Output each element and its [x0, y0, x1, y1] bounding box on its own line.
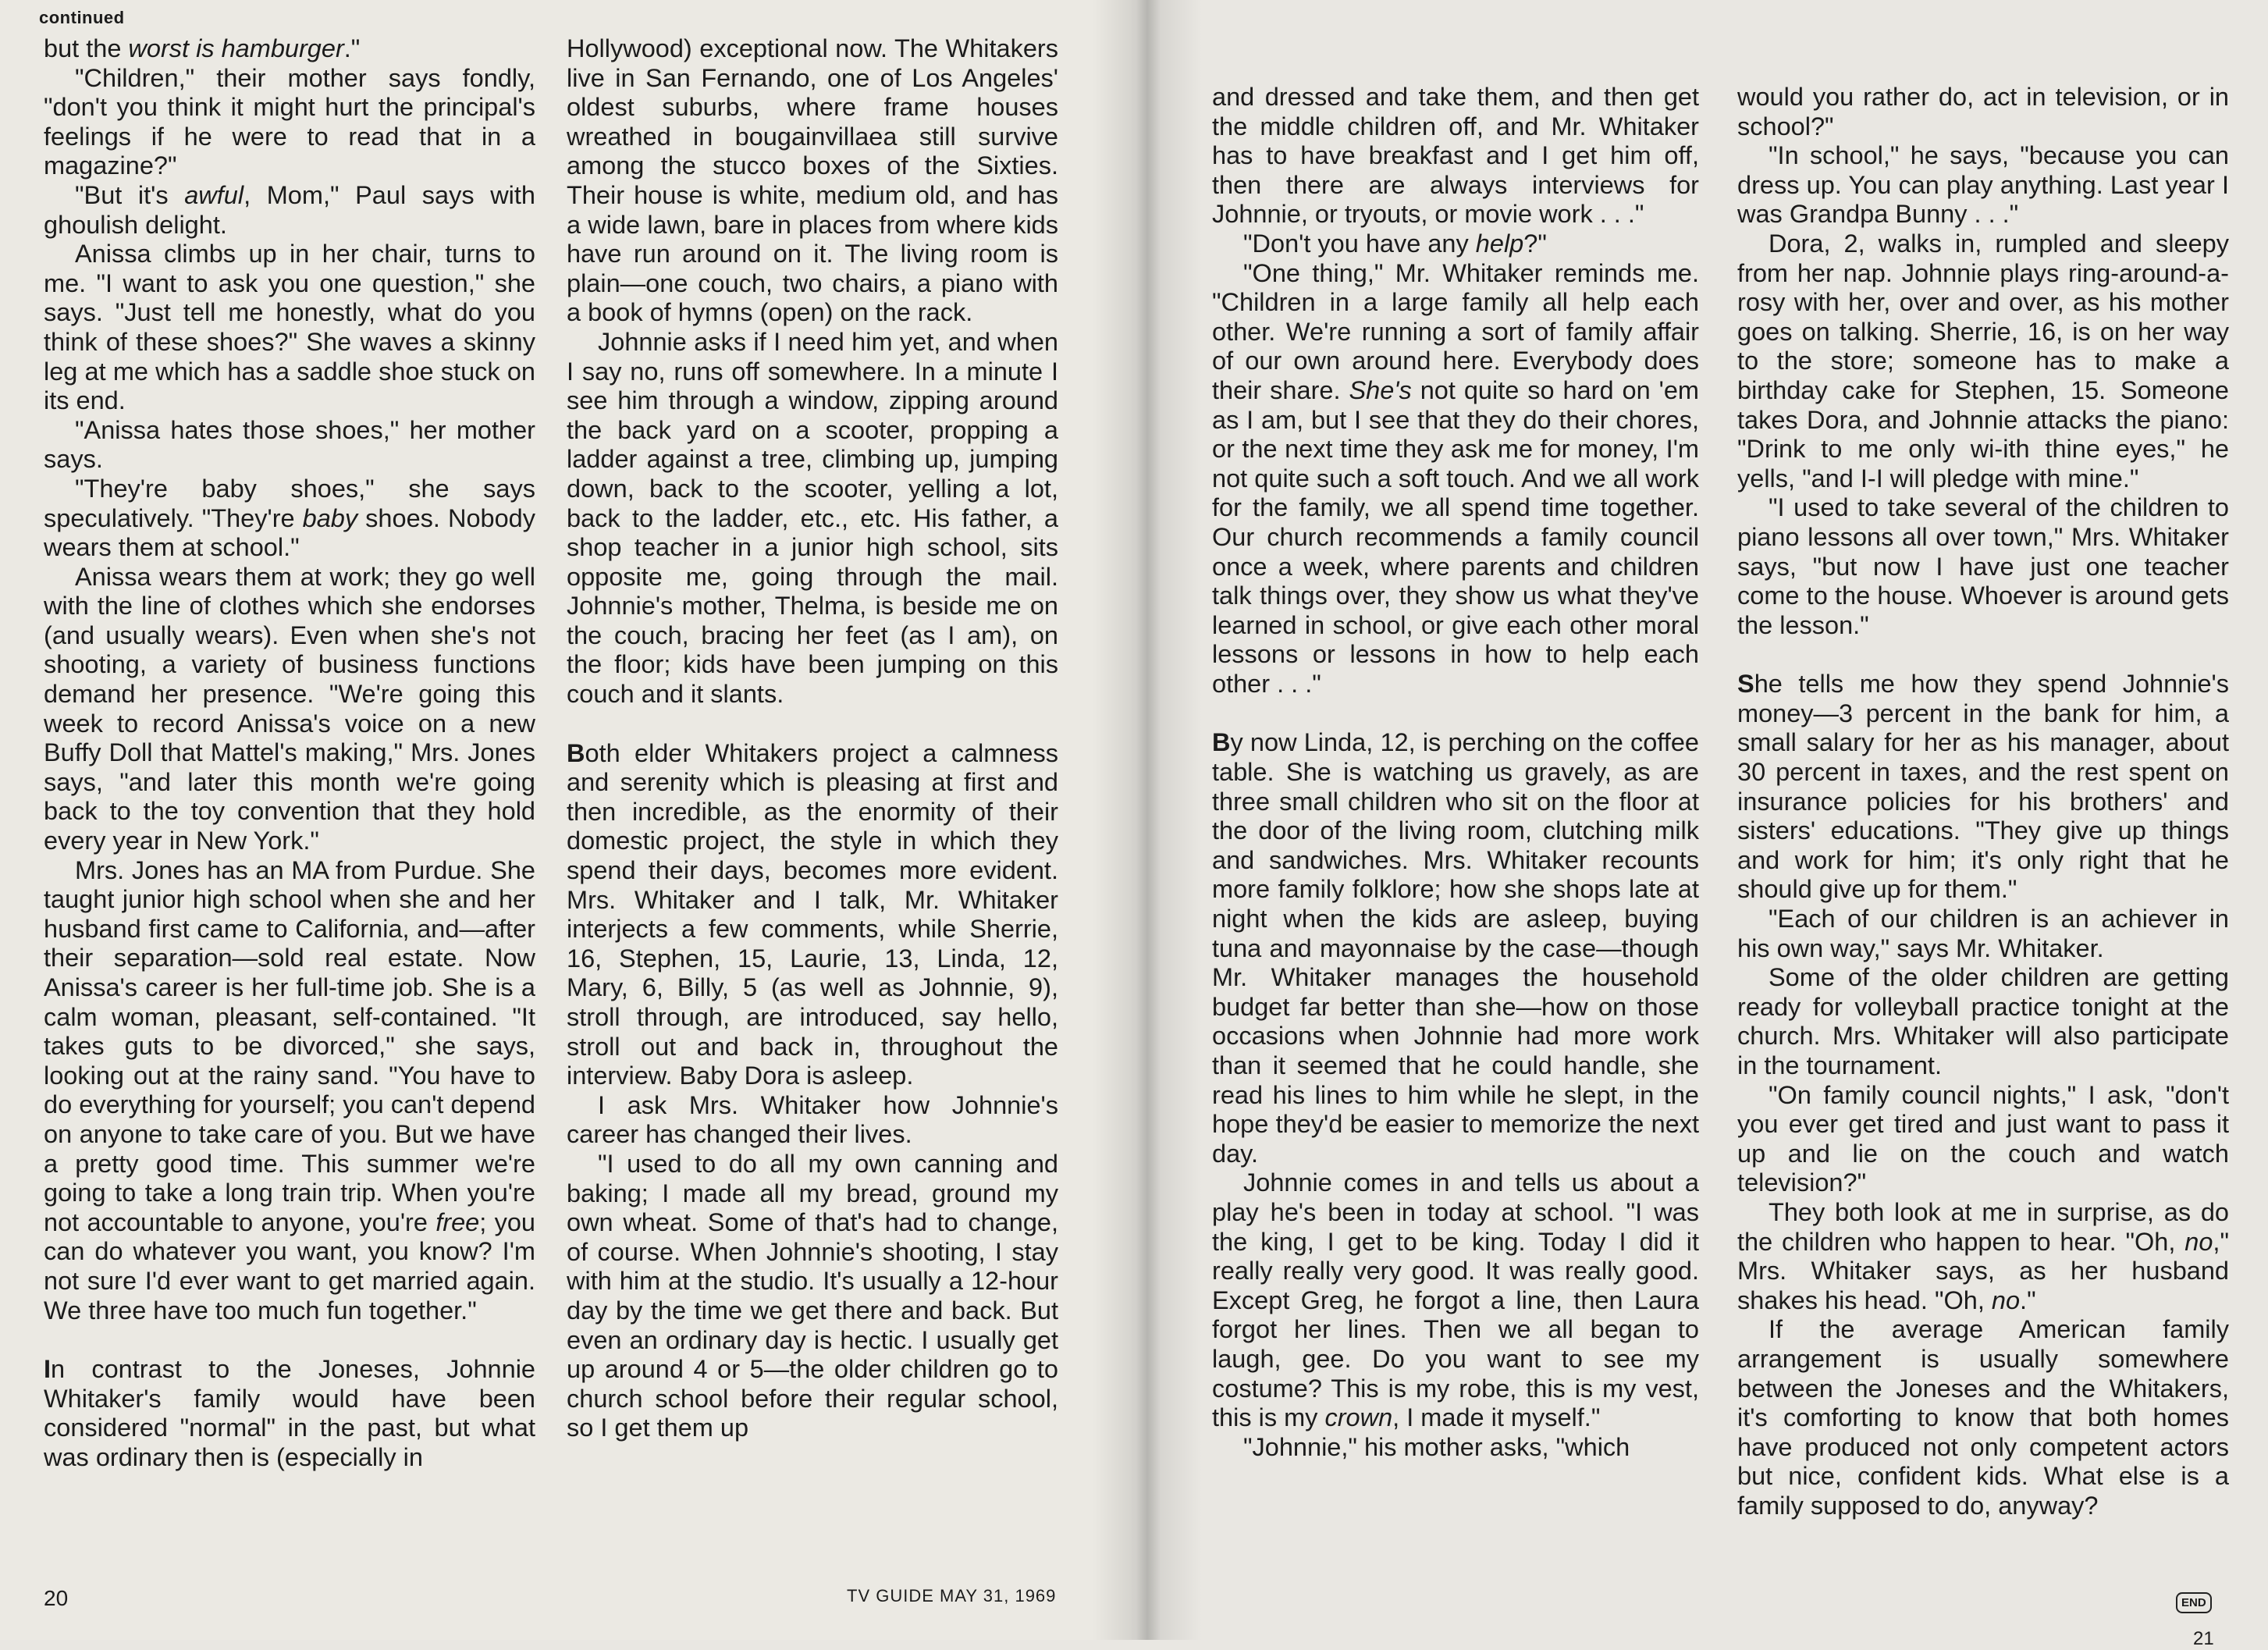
paragraph: Johnnie asks if I need him yet, and when I say no, runs off somewhere. In a minute I see him through a window, zipping around the back yard on a scooter, propping a ladder against a tree, climbing up, jumping down, back to the scooter, yelling a lot, back to the ladder, etc., etc. His father, a shop teacher in a junior high school, sits opposite me, going through the mail. Johnnie's mother, Thelma, is beside me on the couch, bracing her feet (as I am), on the floor; kids have been jumping on this couch and it slants. [567, 327, 1058, 709]
paragraph: "On family council nights," I ask, "don't you ever get tired and just want to pass it up and lie on the couch and watch television?" [1737, 1080, 2229, 1197]
paragraph: Some of the older children are getting ready for volleyball practice tonight at the church. Mrs. Whitaker will also participate in the tournament. [1737, 963, 2229, 1079]
paragraph: In contrast to the Joneses, Johnnie Whitaker's family would have been considered "normal" in the past, but what was ordinary then is (especially in [44, 1355, 535, 1471]
page-number-right: 21 [2193, 1628, 2214, 1649]
paragraph: but the worst is hamburger." [44, 34, 361, 62]
paragraph: "They're baby shoes," she says speculatively. "They're baby shoes. Nobody wears them at school." [44, 474, 535, 562]
paragraph: would you rather do, act in television, or in school?" [1737, 83, 2229, 140]
page-number-left: 20 [44, 1586, 69, 1610]
paragraph: Dora, 2, walks in, rumpled and sleepy from her nap. Johnnie plays ring-around-a-rosy with her, over and over, as his mother goes on talking. Sherrie, 16, is on her way to the store; someone has to make a birthday cake for Stephen, 15. Someone takes Dora, and Johnnie attacks the piano: "Drink to me only wi-ith thine eyes," he yells, "and I-I will pledge with mine." [1737, 229, 2229, 493]
paragraph: By now Linda, 12, is perching on the coffee table. She is watching us gravely, as are three small children who sit on the floor at the door of the living room, clutching milk and sandwiches. Mrs. Whitaker recounts more family folklore; how she shops late at night when the kids are asleep, buying tuna and mayonnaise by the case—though Mr. Whitaker manages the household budget far better than she—how on those occasions when Johnnie had more work than it seemed that he could handle, she read his lines to him while he slept, in the hope they'd be easier to memorize the next day. [1212, 728, 1699, 1168]
text-column-4 [1737, 83, 2229, 1521]
paragraph: Hollywood) exceptional now. The Whitakers live in San Fernando, one of Los Angeles' oldest suburbs, where frame houses wreathed in bougainvillaea still survive among the stucco boxes of the Sixties. Their house is white, medium old, and has a wide lawn, bare in places from where kids have run around on it. The living room is plain—one couch, two chairs, a piano with a book of hymns (open) on the rack. [567, 34, 1058, 327]
paragraph: "Each of our children is an achiever in his own way," says Mr. Whitaker. [1737, 905, 2229, 962]
text-column-3 [1212, 83, 1699, 1462]
publication-footer: TV GUIDE MAY 31, 1969 [847, 1586, 1057, 1606]
end-mark-icon: END [2176, 1592, 2212, 1613]
paragraph: "I used to take several of the children to piano lessons all over town," Mrs. Whitaker says, "but now I have just one teacher come to the house. Whoever is around gets the lesson." [1737, 493, 2229, 639]
paragraph: "Children," their mother says fondly, "don't you think it might hurt the principal's feelings if he were to read that in a magazine?" [44, 63, 535, 180]
paragraph: "In school," he says, "because you can dress up. You can play anything. Last year I was Grandpa Bunny . . ." [1737, 141, 2229, 229]
paragraph: "Don't you have any help?" [1243, 229, 1547, 258]
paragraph: and dressed and take them, and then get the middle children off, and Mr. Whitaker has to have breakfast and I get him off, then there are always interviews for Johnnie, or tryouts, or movie work . . ." [1212, 83, 1699, 229]
paragraph: Anissa wears them at work; they go well with the line of clothes which she endorses (and usually wears). Even when she's not shooting, a variety of business functions demand her presence. "We're going this week to record Anissa's voice on a new Buffy Doll that Mattel's making," Mrs. Jones says, "and later this month we're going back to the toy convention that they hold every year in New York." [44, 562, 535, 855]
paragraph: Johnnie comes in and tells us about a play he's been in today at school. "I was the king, I get to be king. Today I did it really really very good. It was really good. Except Greg, he forgot a line, then Laura forgot her lines. Then we all began to laugh, gee. Do you want to see my costume? This is my robe, this is my vest, this is my crown, I made it myself." [1212, 1168, 1699, 1432]
paragraph: She tells me how they spend Johnnie's money—3 percent in the bank for him, a small salary for her as his manager, about 30 percent in taxes, and the rest spent on insurance policies for his brothers' and sisters' educations. "They give up things and work for him; it's only right that he should give up for them." [1737, 670, 2229, 904]
paragraph: Anissa climbs up in her chair, turns to me. "I want to ask you one question," she says. "Just tell me honestly, what do you think of these shoes?" She waves a skinny leg at me which has a saddle shoe stuck on its end. [44, 240, 535, 415]
paragraph: "Johnnie," his mother asks, "which [1243, 1432, 1630, 1461]
paragraph: "One thing," Mr. Whitaker reminds me. "Children in a large family all help each other. We're running a sort of family affair of our own around here. Everybody does their share. She's not quite so hard on 'em as I am, but I see that they do their chores, or the next time they ask me for money, I'm not quite such a soft touch. And we all work for the family, we all spend time together. Our church recommends a family council once a week, where parents and children talk things over, they show us what they've learned in school, or give each other moral lessons or lessons in how to help each other . . ." [1212, 258, 1699, 698]
paragraph: Both elder Whitakers project a calmness and serenity which is pleasing at first and then incredible, as the enormity of their domestic project, the style in which they spend their days, becomes more evident. Mrs. Whitaker and I talk, Mr. Whitaker interjects a few comments, while Sherrie, 16, Stephen, 15, Laurie, 13, Linda, 12, Mary, 6, Billy, 5 (as well as Johnnie, 9), stroll through, are introduced, say hello, stroll out and back in, throughout the interview. Baby Dora is asleep. [567, 738, 1058, 1090]
continued-label: continued [39, 8, 125, 27]
paragraph: "Anissa hates those shoes," her mother says. [44, 415, 535, 474]
paragraph: "I used to do all my own canning and baking; I made all my bread, ground my own wheat. Some of that's had to change, of course. When Johnnie's shooting, I stay with him at the studio. It's usually a 12-hour day by the time we get there and back. But even an ordinary day is hectic. I usually get up around 4 or 5—the older children go to church school before their regular school, so I get them up [567, 1149, 1058, 1442]
paragraph: "But it's awful, Mom," Paul says with ghoulish delight. [44, 180, 535, 239]
paragraph: Mrs. Jones has an MA from Purdue. She taught junior high school when she and her husband first came to California, and—after their separation—sold real estate. Now Anissa's career is her full-time job. She is a calm woman, pleasant, self-contained. "It takes guts to be divorced," she says, looking out at the rainy sand. "You have to do everything for yourself; you can't depend on anyone to take care of you. But we have a pretty good time. This summer we're going to take a long train trip. When you're not accountable to anyone, you're free; you can do whatever you want, you know? I'm not sure I'd ever want to get married again. We three have too much fun together." [44, 855, 535, 1325]
paragraph: I ask Mrs. Whitaker how Johnnie's career has changed their lives. [567, 1090, 1058, 1149]
paragraph: They both look at me in surprise, as do the children who happen to hear. "Oh, no," Mrs. Whitaker says, as her husband shakes his head. "Oh, no." [1737, 1197, 2229, 1314]
paragraph: If the average American family arrangement is usually somewhere between the Joneses and the Whitakers, it's comforting to know that both homes have produced not only competent actors but nice, confident kids. What else is a family supposed to do, anyway? [1737, 1315, 2229, 1520]
